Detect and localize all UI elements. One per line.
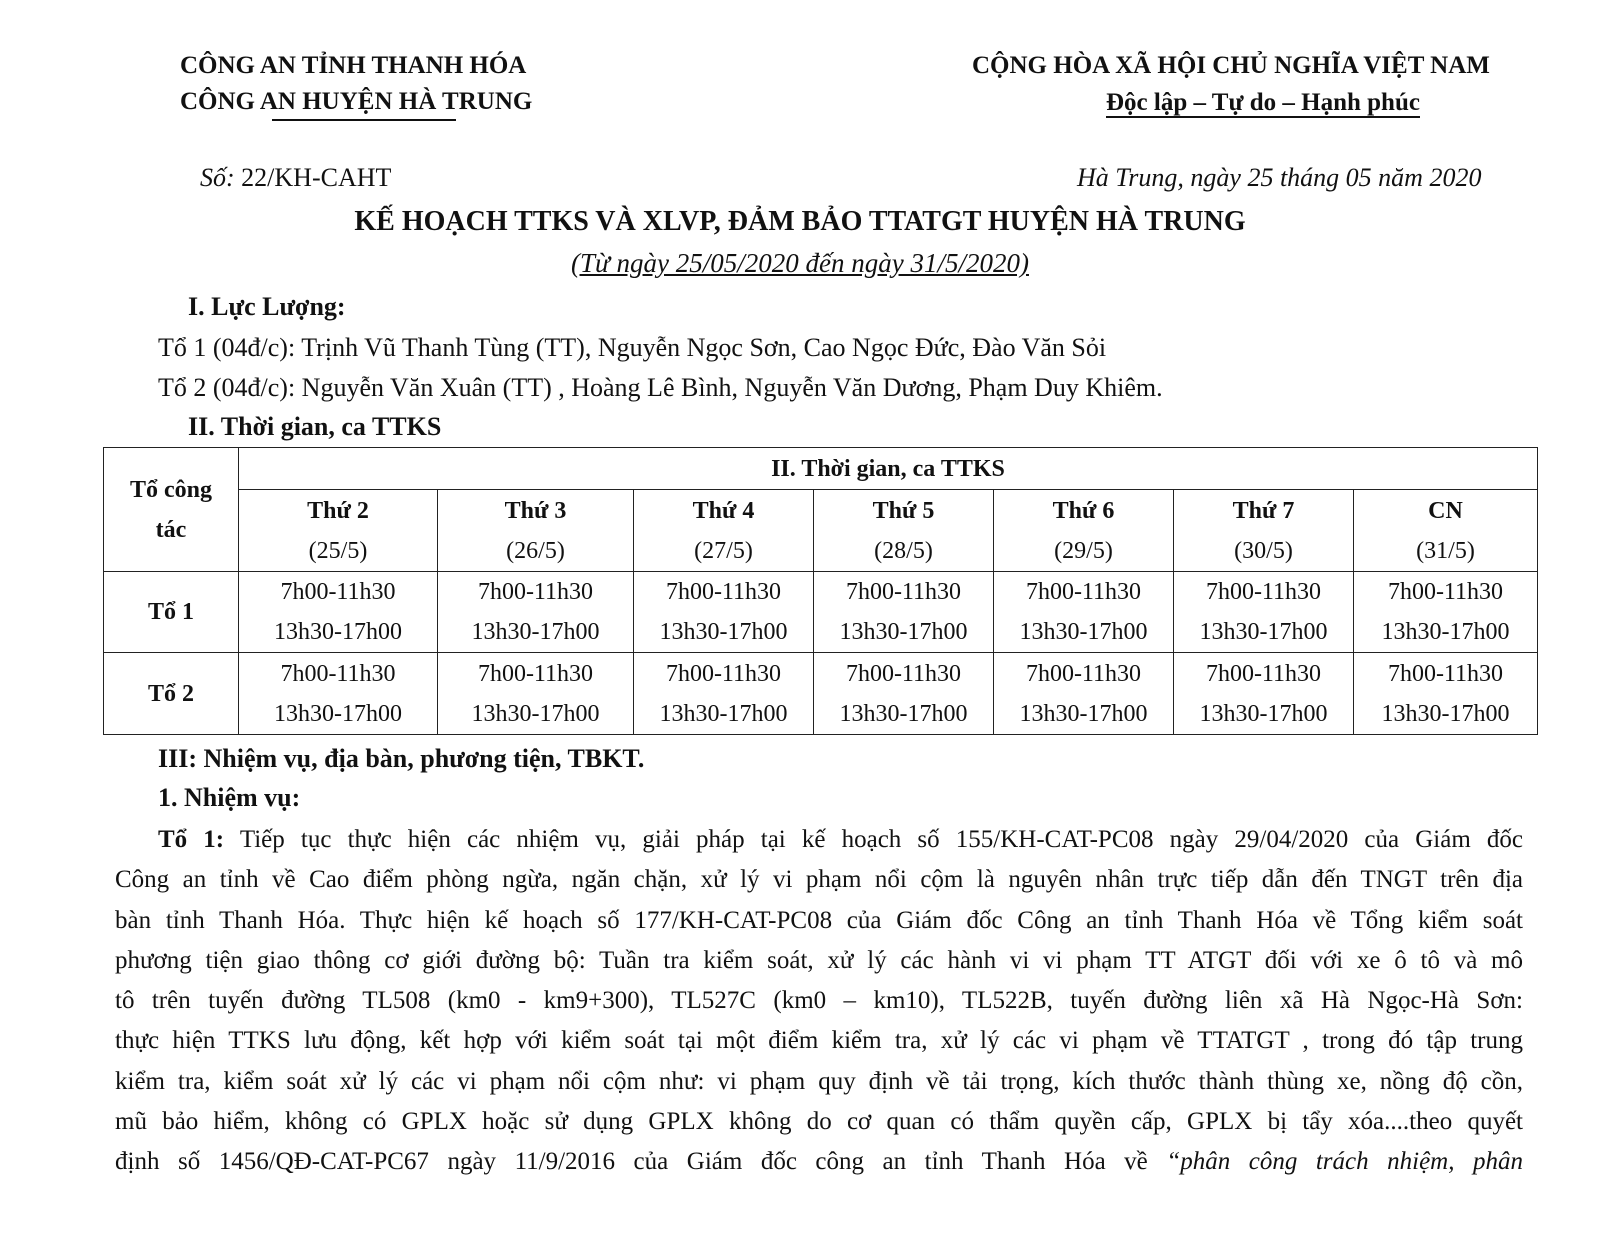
shift-cell (634, 572, 814, 653)
table-row (104, 653, 1538, 735)
day-name: Thứ 5 (872, 497, 935, 524)
paragraph-line: tô trên tuyến đường TL508 (km0 - km9+300), TL527C (km0 – km10), TL522B, tuyến đường liên xã Hà Ngọc-Hà Sơn: (115, 987, 1523, 1015)
afternoon-shift: 13h30-17h00 (1019, 700, 1148, 727)
afternoon-shift: 13h30-17h00 (1381, 700, 1510, 727)
day-header-row (104, 490, 1538, 572)
section3-heading: III: Nhiệm vụ, địa bàn, phương tiện, TBKT. (158, 744, 645, 773)
team2-members: Tổ 2 (04đ/c): Nguyễn Văn Xuân (TT) , Hoàng Lê Bình, Nguyễn Văn Dương, Phạm Duy Khiêm. (158, 373, 1163, 402)
afternoon-shift: 13h30-17h00 (1381, 619, 1510, 645)
doc-number-label: Số: (200, 163, 235, 192)
afternoon-shift: 13h30-17h00 (274, 619, 402, 645)
day-header (1354, 490, 1538, 572)
afternoon-shift: 13h30-17h00 (471, 619, 600, 645)
paragraph-line: kiểm tra, kiểm soát xử lý các vi phạm nổi cộm như: vi phạm quy định về tải trọng, kích thước thành thùng xe, nồng độ cồn, (115, 1067, 1523, 1095)
morning-shift: 7h00-11h30 (1025, 660, 1142, 687)
place-date: Hà Trung, ngày 25 tháng 05 năm 2020 (1077, 163, 1482, 192)
shift-cell (1354, 653, 1538, 735)
corner-header (104, 448, 239, 572)
shift-cell (634, 653, 814, 735)
paragraph-line: bàn tỉnh Thanh Hóa. Thực hiện kế hoạch số 177/KH-CAT-PC08 của Giám đốc Công an tỉnh Thanh Hóa về Tổng kiểm soát (115, 906, 1523, 934)
paragraph-line: mũ bảo hiểm, không có GPLX hoặc sử dụng GPLX không do cơ quan có thẩm quyền cấp, GPLX bị tẩy xóa....theo quyết (115, 1108, 1523, 1136)
morning-shift: 7h00-11h30 (665, 579, 782, 605)
shift-cell (814, 653, 994, 735)
day-date: (30/5) (1234, 537, 1293, 564)
corner-header-line1: Tổ công (129, 476, 212, 503)
day-date: (31/5) (1416, 537, 1475, 564)
day-header (814, 490, 994, 572)
page-title: KẾ HOẠCH TTKS VÀ XLVP, ĐẢM BẢO TTATGT HUYỆN HÀ TRUNG (354, 206, 1246, 237)
day-date: (26/5) (506, 537, 565, 564)
shift-cell (1354, 572, 1538, 653)
day-name: Thứ 2 (307, 497, 369, 524)
afternoon-shift: 13h30-17h00 (274, 700, 402, 727)
paragraph-line-text: Tiếp tục thực hiện các nhiệm vụ, giải pháp tại kế hoạch số 155/KH-CAT-PC08 ngày 29/04/2020 của Giám đốc (224, 826, 1524, 853)
paragraph-line (115, 820, 1523, 860)
morning-shift: 7h00-11h30 (845, 579, 962, 605)
shift-cell (239, 653, 438, 735)
afternoon-shift: 13h30-17h00 (1199, 700, 1328, 727)
doc-number-value: 22/KH-CAHT (241, 163, 392, 192)
section1-heading: I. Lực Lượng: (188, 292, 346, 321)
paragraph-line: thực hiện TTKS lưu động, kết hợp với kiểm soát tại một điểm kiểm tra, xử lý các vi phạm về TTATGT , trong đó tập trung (115, 1027, 1523, 1055)
afternoon-shift: 13h30-17h00 (471, 700, 600, 727)
paragraph-line: Công an tỉnh về Cao điểm phòng ngừa, ngăn chặn, xử lý vi phạm nổi cộm là nguyên nhân trực tiếp dẫn đến TNGT trên địa (115, 866, 1523, 894)
morning-shift: 7h00-11h30 (1387, 579, 1504, 605)
shift-cell (1174, 572, 1354, 653)
morning-shift: 7h00-11h30 (845, 660, 962, 687)
shift-cell (1174, 653, 1354, 735)
team1-label: Tổ 1: (158, 826, 225, 853)
day-name: Thứ 3 (504, 497, 567, 524)
motto (1106, 89, 1420, 117)
shift-cell (994, 653, 1174, 735)
motto-text: Độc lập – Tự do – Hạnh phúc (1106, 89, 1420, 116)
doc-number (200, 163, 391, 193)
morning-shift: 7h00-11h30 (280, 579, 396, 605)
group-header: II. Thời gian, ca TTKS (239, 448, 1538, 490)
morning-shift: 7h00-11h30 (1387, 660, 1504, 687)
day-date: (27/5) (694, 537, 753, 564)
morning-shift: 7h00-11h30 (477, 579, 594, 605)
day-date: (29/5) (1054, 537, 1113, 564)
afternoon-shift: 13h30-17h00 (1019, 619, 1148, 645)
shift-cell (438, 572, 634, 653)
afternoon-shift: 13h30-17h00 (1199, 619, 1328, 645)
group-label: Tổ 2 (104, 653, 239, 735)
day-header (994, 490, 1174, 572)
morning-shift: 7h00-11h30 (1205, 660, 1322, 687)
afternoon-shift: 13h30-17h00 (839, 619, 968, 645)
paragraph-line (115, 1142, 1523, 1182)
day-name: Thứ 7 (1232, 497, 1295, 524)
afternoon-shift: 13h30-17h00 (659, 700, 788, 727)
shift-cell (814, 572, 994, 653)
section2-heading: II. Thời gian, ca TTKS (188, 412, 442, 441)
day-header (239, 490, 438, 572)
day-header (634, 490, 814, 572)
corner-header-line2: tác (155, 516, 187, 543)
day-header (1174, 490, 1354, 572)
day-date: (28/5) (874, 537, 933, 564)
shift-cell (438, 653, 634, 735)
tasks-paragraph (115, 820, 1523, 1183)
country-name: CỘNG HÒA XÃ HỘI CHỦ NGHĨA VIỆT NAM (972, 52, 1490, 79)
afternoon-shift: 13h30-17h00 (839, 700, 968, 727)
morning-shift: 7h00-11h30 (477, 660, 594, 687)
paragraph-line-text: định số 1456/QĐ-CAT-PC67 ngày 11/9/2016 của Giám đốc công an tỉnh Thanh Hóa về (115, 1148, 1148, 1176)
paragraph-line: phương tiện giao thông cơ giới đường bộ: Tuần tra kiểm soát, xử lý các hành vi vi phạm TT ATGT đối với xe ô tô và mô (115, 946, 1523, 974)
group-label: Tổ 1 (104, 572, 239, 653)
agency-name: CÔNG AN TỈNH THANH HÓA (180, 52, 527, 79)
page-subtitle-text: (Từ ngày 25/05/2020 đến ngày 31/5/2020) (571, 248, 1029, 278)
page-subtitle (0, 248, 1600, 279)
tasks-heading: 1. Nhiệm vụ: (158, 783, 301, 812)
afternoon-shift: 13h30-17h00 (659, 619, 788, 645)
day-header (438, 490, 634, 572)
unit-name (180, 88, 532, 116)
morning-shift: 7h00-11h30 (665, 660, 782, 687)
day-name: CN (1428, 497, 1463, 524)
day-name: Thứ 4 (692, 497, 755, 524)
team1-members: Tổ 1 (04đ/c): Trịnh Vũ Thanh Tùng (TT), Nguyễn Ngọc Sơn, Cao Ngọc Đức, Đào Văn Sỏi (158, 333, 1107, 362)
shift-cell (239, 572, 438, 653)
day-date: (25/5) (308, 537, 368, 564)
schedule-table (103, 447, 1538, 735)
quoted-text: “phân công trách nhiệm, phân (1166, 1148, 1524, 1176)
table-row (104, 572, 1538, 653)
morning-shift: 7h00-11h30 (1025, 579, 1142, 605)
unit-name-text: CÔNG AN HUYỆN HÀ TRUNG (180, 88, 533, 115)
morning-shift: 7h00-11h30 (280, 660, 396, 687)
shift-cell (994, 572, 1174, 653)
morning-shift: 7h00-11h30 (1205, 579, 1322, 605)
day-name: Thứ 6 (1052, 497, 1115, 524)
unit-underline (272, 119, 456, 121)
